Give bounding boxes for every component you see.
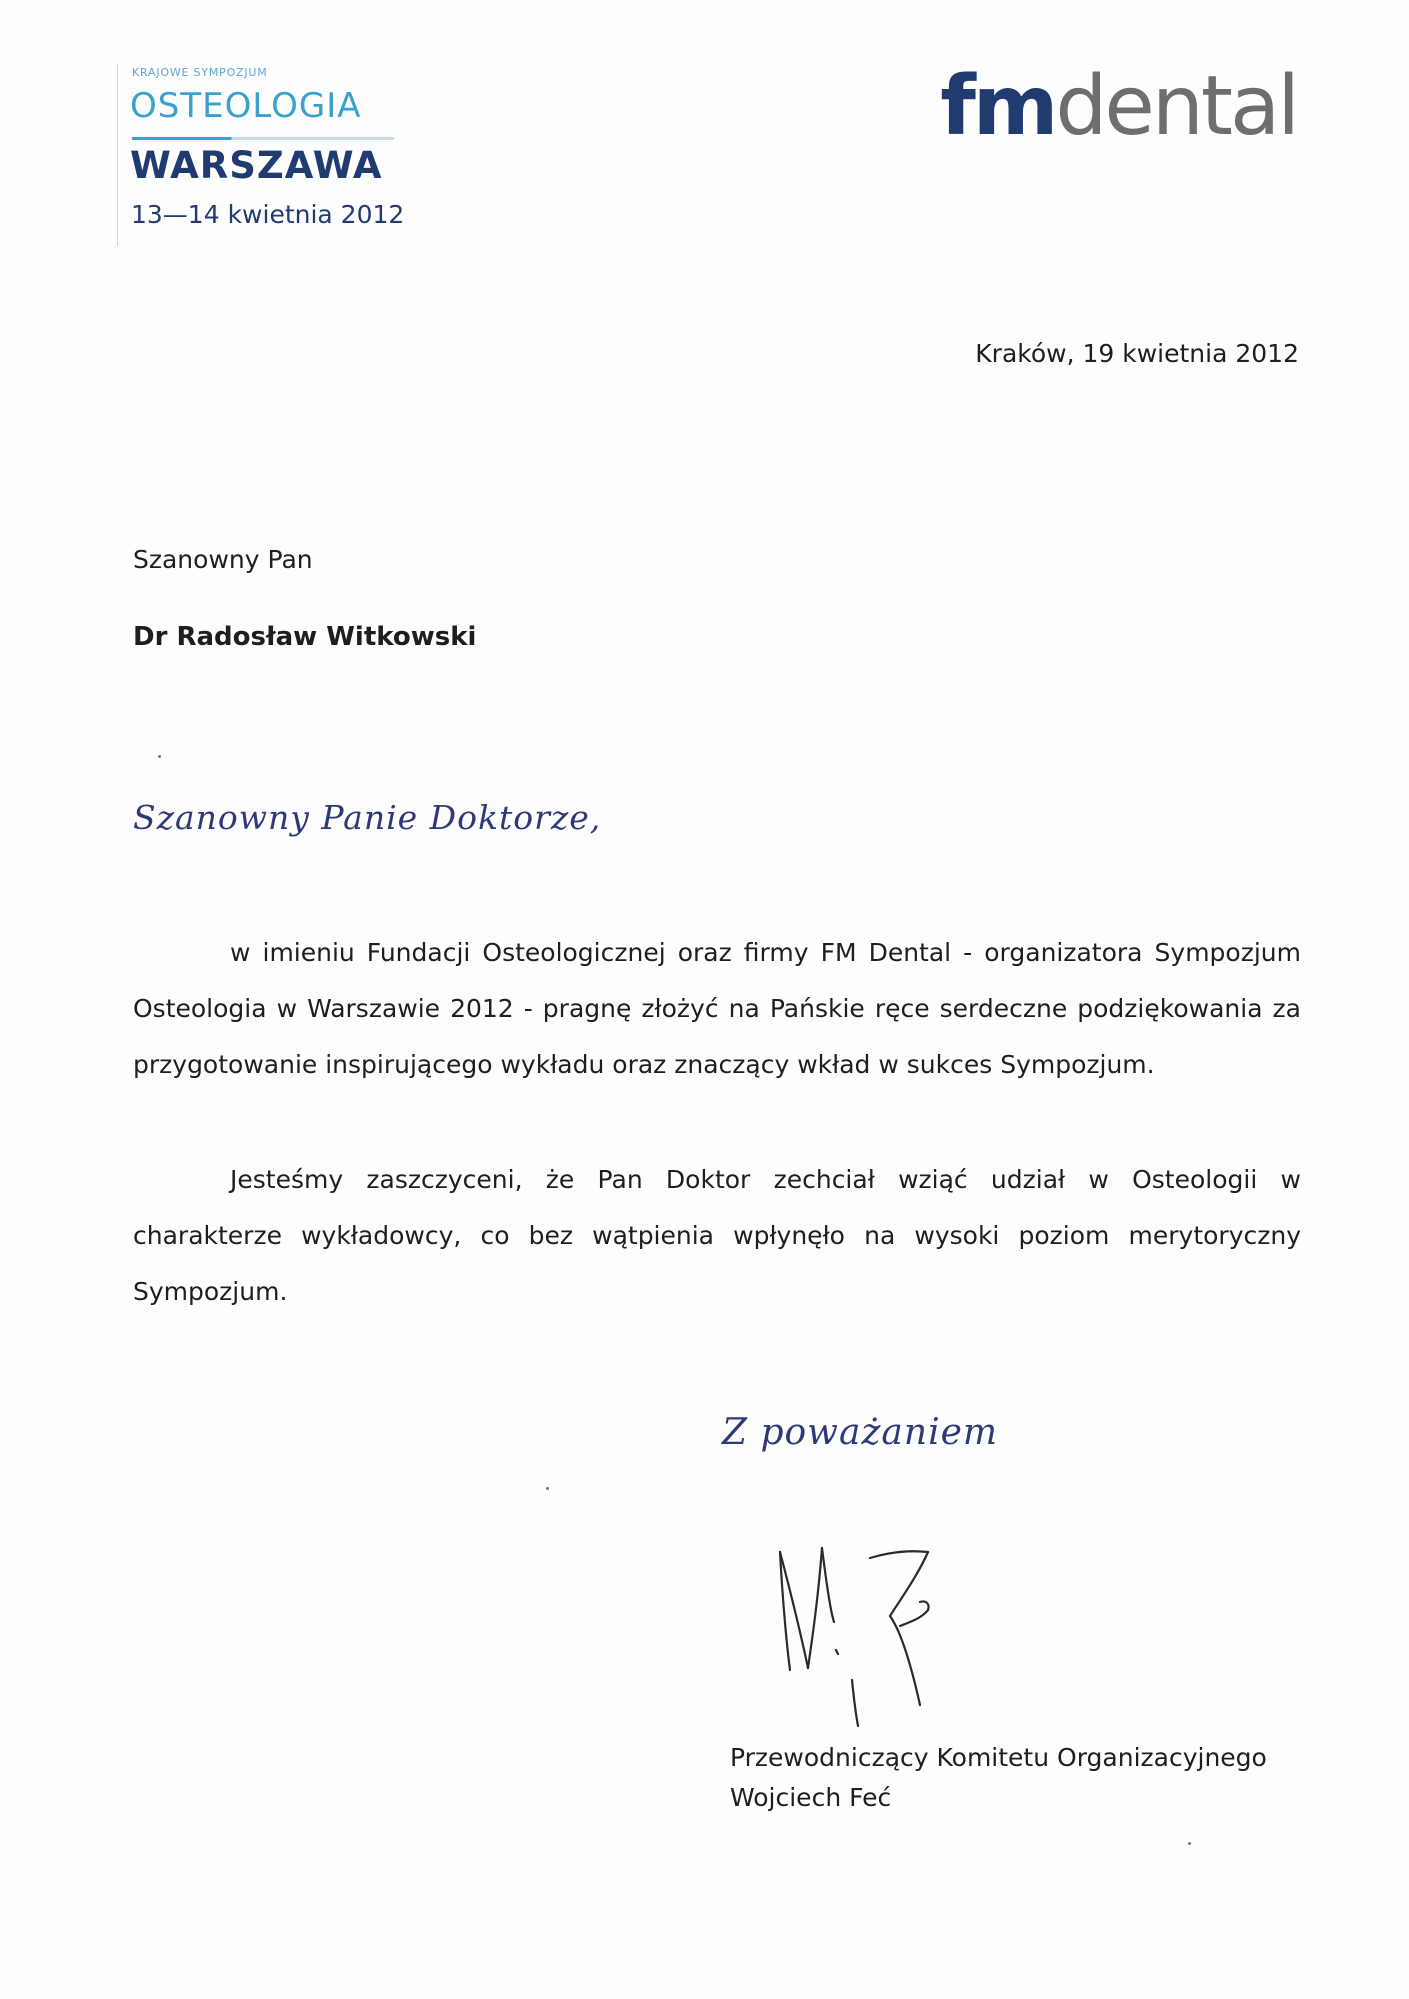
place-and-date: Kraków, 19 kwietnia 2012 — [975, 339, 1299, 368]
fmdental-logo — [940, 59, 1297, 154]
body-paragraph-2: Jesteśmy zaszczyceni, że Pan Doktor zechciał wziąć udział w Osteologii w charakterze wykładowcy, co bez wątpienia wpłynęło na wysoki poziom merytoryczny Sympozjum. — [133, 1165, 1301, 1306]
symposium-logo — [117, 64, 407, 246]
fmdental-logo-dental: dental — [1055, 59, 1297, 154]
symposium-dates: 13—14 kwietnia 2012 — [131, 200, 405, 229]
scan-speck — [158, 755, 161, 758]
handwritten-greeting: Szanowny Panie Doktorze, — [133, 798, 602, 837]
scan-speck — [1188, 1842, 1191, 1845]
signatory-name: Wojciech Feć — [730, 1783, 892, 1812]
fmdental-logo-fm: fm — [940, 59, 1056, 154]
symposium-divider — [132, 137, 394, 140]
scan-speck — [546, 1487, 549, 1490]
addressee-prefix: Szanowny Pan — [133, 545, 313, 574]
signatory-role: Przewodniczący Komitetu Organizacyjnego — [730, 1743, 1267, 1772]
signature-image — [760, 1530, 980, 1740]
body-paragraph-1: w imieniu Fundacji Osteologicznej oraz firmy FM Dental - organizatora Sympozjum Osteologia w Warszawie 2012 - pragnę złożyć na Pańskie ręce serdeczne podziękowania za przygotowanie inspirującego wykładu oraz znaczący wkład w sukces Sympozjum. — [133, 938, 1301, 1079]
addressee-name: Dr Radosław Witkowski — [133, 622, 477, 652]
symposium-kicker: KRAJOWE SYMPOZJUM — [132, 66, 268, 79]
symposium-city: WARSZAWA — [130, 144, 383, 187]
handwritten-closing: Z poważaniem — [722, 1412, 999, 1453]
symposium-title: OSTEOLOGIA — [130, 86, 362, 126]
